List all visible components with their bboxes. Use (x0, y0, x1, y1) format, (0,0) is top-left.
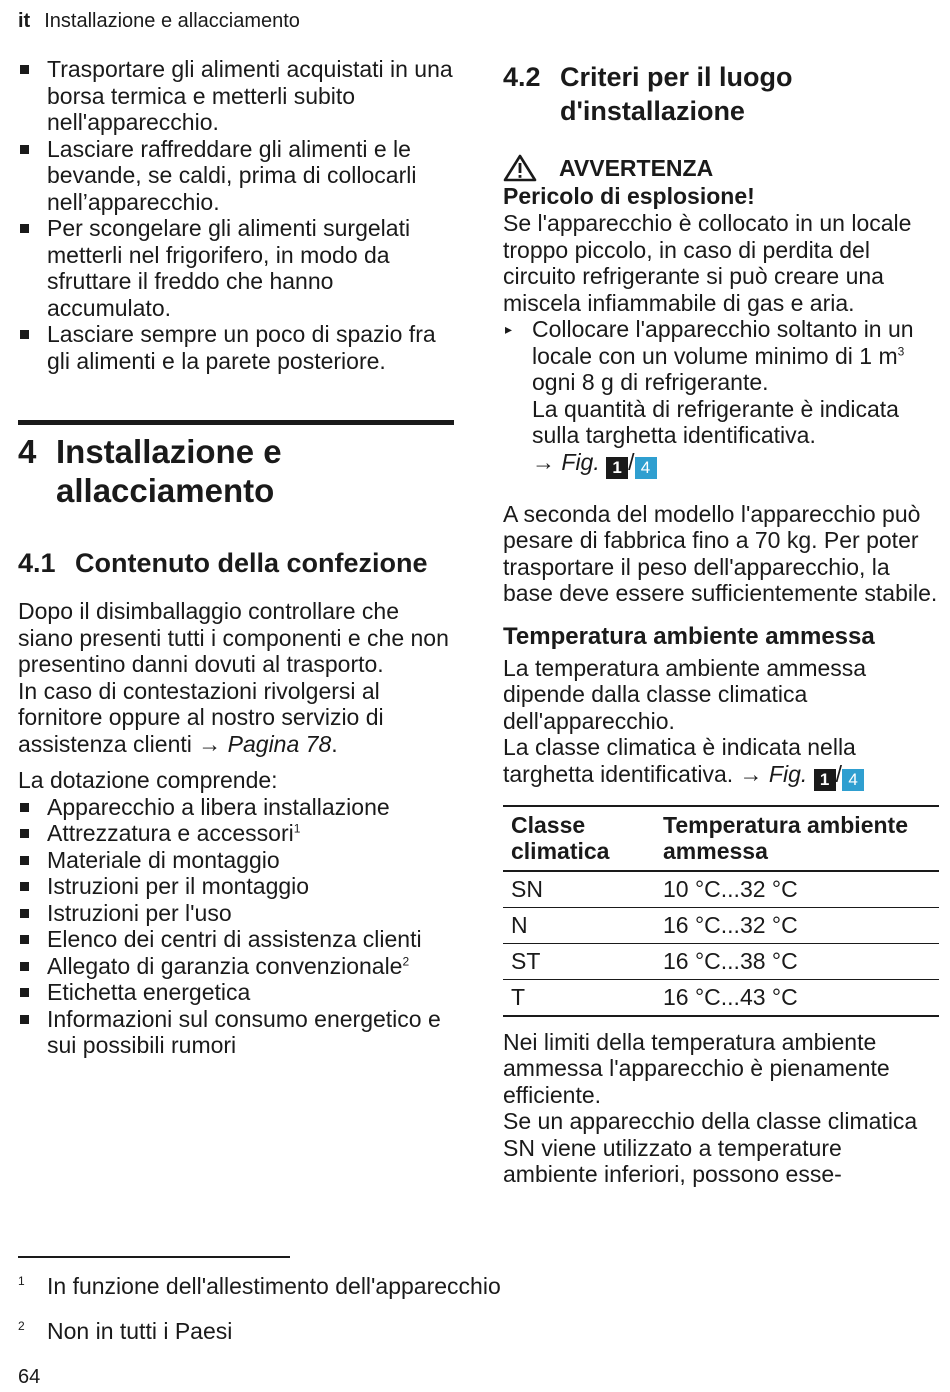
temperature-cell: 10 °C...32 °C (655, 871, 939, 908)
item-text: Istruzioni per il montaggio (47, 873, 310, 899)
list-item (18, 1006, 454, 1059)
slash: / (628, 448, 635, 475)
footnote-text: In funzione dell'allestimento dell'apparecchio (47, 1273, 501, 1299)
list-item (18, 953, 454, 980)
chapter-heading (18, 432, 454, 510)
list-item (18, 873, 454, 900)
item-text: Apparecchio a libera installazione (47, 793, 390, 820)
header-title: Installazione e allacciamento (44, 10, 300, 32)
climate-class-cell: ST (503, 943, 655, 979)
section-number: 4.2 (503, 62, 541, 92)
climate-class-table (503, 805, 939, 1017)
section-heading-4-1 (18, 546, 454, 580)
language-code: it (18, 10, 31, 32)
temperature-heading: Temperatura ambiente ammessa (503, 622, 875, 650)
chapter-title: Installazione e allacciamento (56, 433, 282, 509)
item-text: Materiale di montaggio (47, 846, 280, 873)
footnote-divider (18, 1256, 290, 1258)
item-text: Etichetta energetica (47, 979, 251, 1005)
footnote-text: Non in tutti i Paesi (47, 1318, 233, 1344)
list-item: Per scongelare gli alimenti surgelati metterli nel frigorifero, in modo da sfruttare il freddo che hanno accumulato. (18, 215, 454, 321)
item-text: Elenco dei centri di assistenza clienti (47, 926, 422, 952)
section-title: Contenuto della confezione (75, 548, 428, 578)
table-row (503, 979, 939, 1016)
item-text: Allegato di garanzia convenzionale (47, 952, 403, 979)
figure-badge-4: 4 (842, 769, 864, 791)
action-text: Collocare l'apparecchio soltanto in un locale con un volume minimo di 1 m (532, 316, 914, 369)
list-item (18, 847, 454, 874)
warning-text: Se l'apparecchio è collocato in un locale troppo piccolo, in caso di perdita del circuito refrigerante si può creare una miscela infiammabile di gas e aria. (503, 210, 912, 316)
complaint-paragraph (18, 678, 454, 758)
unpacking-paragraph: Dopo il disimballaggio controllare che siano presenti tutti i componenti e che non presentino danni dovuti al trasporto. (18, 598, 449, 677)
column-header-class: Classe climatica (511, 811, 610, 864)
complaint-text: In caso di contestazioni rivolgersi al fornitore oppure al nostro servizio di assistenza clienti (18, 677, 384, 757)
figure-badge-1: 1 (814, 769, 836, 791)
triangle-right-icon: ▸ (505, 321, 513, 337)
right-column (503, 56, 939, 1188)
action-note: La quantità di refrigerante è indicata sulla targhetta identificativa. (532, 395, 899, 448)
warning-label: AVVERTENZA (559, 155, 714, 181)
chapter-divider (18, 420, 454, 425)
section-number: 4.1 (18, 548, 56, 578)
efficiency-paragraph: Nei limiti della temperatura ambiente ammessa l'apparecchio è pienamente efficiente. (503, 1028, 890, 1108)
figure-reference-link[interactable]: Fig. (561, 448, 600, 475)
list-item (18, 820, 454, 847)
climate-class-cell: T (503, 979, 655, 1016)
page-header (18, 8, 300, 34)
figure-badge-4: 4 (635, 457, 657, 479)
sn-class-paragraph: Se un apparecchio della classe climatica SN viene utilizzato a temperature ambiente inferiori, possono esse- (503, 1108, 918, 1187)
warning-action (503, 316, 939, 479)
chapter-number: 4 (18, 433, 37, 470)
list-item (18, 926, 454, 953)
superscript: 3 (897, 343, 905, 358)
list-item (18, 900, 454, 927)
storage-tips-list (18, 56, 454, 374)
arrow-icon: → (739, 760, 763, 787)
warning-box (503, 154, 939, 479)
column-header-temperature: Temperatura ambiente ammessa (663, 811, 908, 864)
slash: / (835, 760, 843, 787)
footnote-marker: 1 (293, 821, 301, 836)
item-text: Istruzioni per l'uso (47, 899, 232, 926)
item-text: Informazioni sul consumo energetico e sui possibili rumori (47, 1005, 441, 1058)
table-row (503, 943, 939, 979)
footnote-marker: 2 (402, 953, 410, 968)
page-reference-link[interactable]: Pagina 78 (227, 730, 332, 757)
item-text: Attrezzatura e accessori (47, 820, 294, 846)
table-header-row (503, 806, 939, 871)
list-item: Lasciare sempre un poco di spazio fra gli alimenti e la parete posteriore. (18, 321, 454, 374)
weight-paragraph: A seconda del modello l'apparecchio può pesare di fabbrica fino a 70 kg. Per poter trasportare il peso dell'apparecchio, la base deve essere sufficientemente stabile. (503, 500, 938, 606)
table-row (503, 871, 939, 908)
arrow-icon: → (532, 448, 555, 475)
temperature-paragraph-1: La temperatura ambiente ammessa dipende dalla classe climatica dell'apparecchio. (503, 654, 867, 734)
page-number: 64 (18, 1366, 41, 1388)
section-heading-4-2 (503, 60, 939, 128)
temperature-cell: 16 °C...43 °C (655, 979, 939, 1016)
list-item (18, 794, 454, 821)
table-row (503, 907, 939, 943)
supply-list (18, 794, 454, 1059)
climate-class-cell: N (503, 907, 655, 943)
warning-triangle-icon (503, 154, 537, 182)
warning-subtitle: Pericolo di esplosione! (503, 183, 755, 209)
action-text-end: ogni 8 g di refrigerante. (532, 369, 769, 395)
figure-badge-1: 1 (606, 457, 628, 479)
climate-class-cell: SN (503, 871, 655, 908)
list-item: Trasportare gli alimenti acquistati in una borsa termica e metterli subito nell'apparecchio. (18, 56, 454, 136)
section-title: Criteri per il luogo d'installazione (560, 62, 793, 126)
temperature-cell: 16 °C...32 °C (655, 907, 939, 943)
supply-intro: La dotazione comprende: (18, 767, 278, 793)
left-column (18, 56, 454, 1059)
warning-title (503, 154, 939, 182)
arrow-icon: → (198, 730, 222, 757)
temperature-paragraph-2 (503, 734, 939, 791)
footnote-1: 1 In funzione dell'allestimento dell'apparecchio (18, 1273, 501, 1299)
footnote-2: 2 Non in tutti i Paesi (18, 1318, 233, 1344)
list-item: Lasciare raffreddare gli alimenti e le bevande, se caldi, prima di collocarli nell’apparecchio. (18, 136, 454, 216)
temperature-cell: 16 °C...38 °C (655, 943, 939, 979)
list-item (18, 979, 454, 1006)
figure-reference-link[interactable]: Fig. (768, 760, 808, 787)
temp-text: La classe climatica è indicata nella targhetta identificativa. (503, 734, 856, 787)
period: . (331, 730, 338, 757)
